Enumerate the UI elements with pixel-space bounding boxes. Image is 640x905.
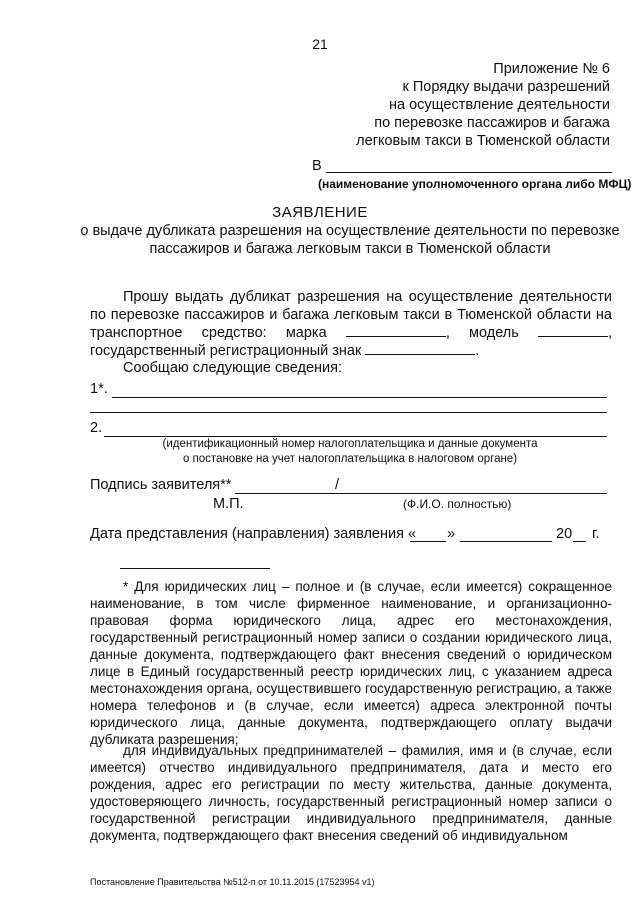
signature-slash: / <box>335 477 340 493</box>
request-paragraph: Прошу выдать дубликат разрешения на осуществление деятельности по перевозке пассажиров и багажа легковым такси в Тюменской области на транспортное средство: марка , модель , государственный регистрационный знак . <box>90 289 613 359</box>
document-subtitle: о выдаче дубликата разрешения на осуществление деятельности по перевозке пассажиров и багажа легковым такси в Тюменской области <box>80 223 620 257</box>
model-label: модель <box>469 325 519 341</box>
vehicle-brand-field[interactable] <box>346 324 446 337</box>
addressee-prefix: В <box>312 158 322 174</box>
name-hint: (Ф.И.О. полностью) <box>403 497 512 511</box>
item-2-field[interactable] <box>104 436 607 437</box>
signature-label: Подпись заявителя** <box>90 477 232 493</box>
request-text: Прошу выдать дубликат разрешения на осуществление деятельности по перевозке пассажиров и багажа легковым такси в Тюменской области на транспортное средство: марка <box>90 289 612 341</box>
footnote-legal-entities: * Для юридических лиц – полное и (в случае, если имеется) сокращенное наименование, в том числе фирменное наименование, и организационно-правовая форма юридического лица, адрес его местонахождения, государственный регистрационный номер записи о создании юридического лица, данные документа, подтверждающего факт внесения сведений о юридическом лице в Единый государственный реестр юридических лиц, с указанием адреса местонахождения органа, осуществившего государственную регистрацию, а также номера телефонов и (в случае, если имеется) адреса электронной почты юридического лица, данные документа, подтверждающего оплату выдачи дубликата разрешения; <box>90 579 612 747</box>
year-field[interactable] <box>573 541 586 542</box>
appendix-line: по перевозке пассажиров и багажа <box>374 115 610 131</box>
appendix-line: к Порядку выдачи разрешений <box>402 79 610 95</box>
addressee-field[interactable] <box>326 172 612 173</box>
license-plate-field[interactable] <box>365 342 475 355</box>
footnote-entrepreneurs: для индивидуальных предпринимателей – фамилия, имя и (в случае, если имеется) отчество индивидуального предпринимателя, дата и место его рождения, адрес его регистрации по месту жительства, данные документа, удостоверяющего личность, государственный регистрационный номер записи о государственной регистрации индивидуального предпринимателя, данные документа, подтверждающего факт внесения сведений об индивидуальном <box>90 743 612 843</box>
plate-label: государственный регистрационный знак <box>90 343 362 359</box>
signature-field[interactable] <box>235 493 607 494</box>
month-field[interactable] <box>460 541 552 542</box>
appendix-line: легковым такси в Тюменской области <box>356 133 610 149</box>
item-1-field[interactable] <box>112 397 607 398</box>
day-field[interactable] <box>410 541 446 542</box>
footnote-separator <box>120 568 270 569</box>
appendix-line: Приложение № 6 <box>493 61 610 77</box>
item-2-hint: о постановке на учет налогоплательщика в налоговом органе) <box>182 453 518 465</box>
appendix-reference <box>180 60 610 150</box>
document-footer: Постановление Правительства №512-п от 10.11.2015 (17523954 v1) <box>90 877 375 887</box>
item-2-hint: (идентификационный номер налогоплательщика и данные документа <box>162 438 538 450</box>
year-suffix: г. <box>592 526 600 542</box>
item-1-field-continued[interactable] <box>90 412 607 413</box>
page-number: 21 <box>312 36 328 52</box>
document-title: ЗАЯВЛЕНИЕ <box>272 204 368 221</box>
date-label: Дата представления (направления) заявления « <box>90 526 417 542</box>
year-prefix: 20 <box>556 526 573 542</box>
info-intro: Сообщаю следующие сведения: <box>123 360 343 376</box>
stamp-label: М.П. <box>213 496 244 512</box>
addressee-hint: (наименование уполномоченного органа либо МФЦ) <box>318 177 632 191</box>
appendix-line: на осуществление деятельности <box>389 97 610 113</box>
date-close-quote: » <box>447 526 456 542</box>
item-1-label: 1*. <box>90 381 108 397</box>
item-2-label: 2. <box>90 420 103 436</box>
vehicle-model-field[interactable] <box>538 324 608 337</box>
